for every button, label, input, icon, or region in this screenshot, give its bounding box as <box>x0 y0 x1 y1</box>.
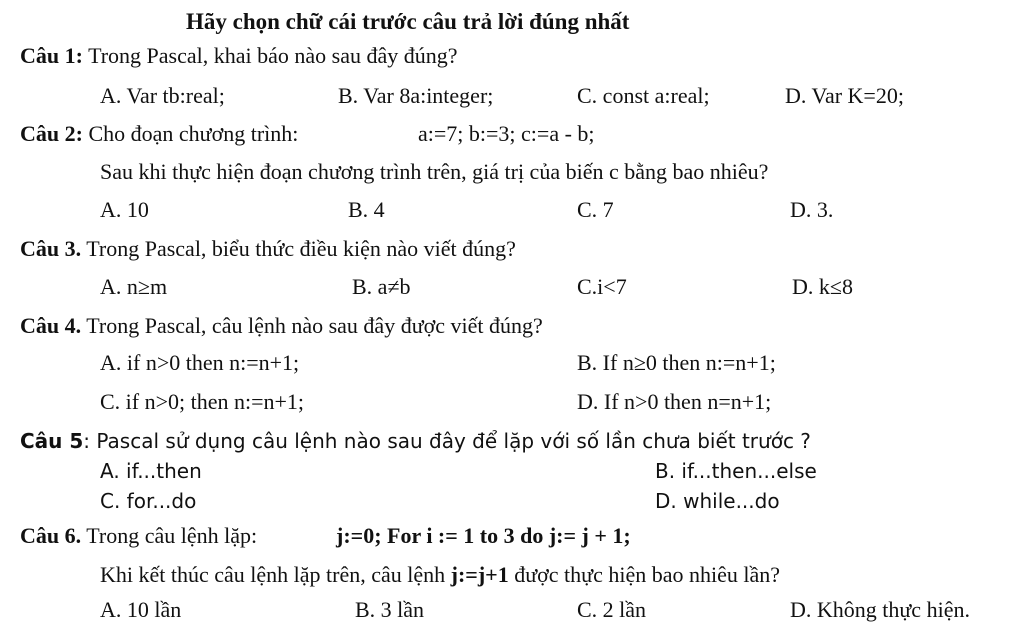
page-title: Hãy chọn chữ cái trước câu trả lời đúng nhất <box>186 9 630 34</box>
q1-option-d[interactable]: D. Var K=20; <box>785 83 904 108</box>
question-6 <box>20 522 257 550</box>
q4-option-a[interactable]: A. if n>0 then n:=n+1; <box>100 350 300 375</box>
question-1 <box>20 42 458 70</box>
question-4 <box>20 312 543 340</box>
q3-option-c[interactable]: C.i<7 <box>577 274 627 299</box>
question-6-text-2-post: được thực hiện bao nhiêu lần? <box>514 562 781 587</box>
question-6-label: Câu 6. <box>20 523 82 548</box>
question-2-text-2: Sau khi thực hiện đoạn chương trình trên, giá trị của biến c bằng bao nhiêu? <box>100 159 769 184</box>
q3-option-b[interactable]: B. a≠b <box>352 274 411 299</box>
question-2 <box>20 120 298 148</box>
q6-option-c[interactable]: C. 2 lần <box>577 597 647 622</box>
question-5 <box>20 427 811 455</box>
question-6-code: j:=0; For i := 1 to 3 do j:= j + 1; <box>336 523 631 548</box>
q1-option-a[interactable]: A. Var tb:real; <box>100 83 225 108</box>
q1-option-c[interactable]: C. const a:real; <box>577 83 710 108</box>
question-3-text: Trong Pascal, biểu thức điều kiện nào viết đúng? <box>86 236 516 261</box>
q2-option-a[interactable]: A. 10 <box>100 197 149 222</box>
q5-option-b[interactable]: B. if...then...else <box>655 459 817 483</box>
q1-option-b[interactable]: B. Var 8a:integer; <box>338 83 494 108</box>
question-3-label: Câu 3. <box>20 236 82 261</box>
q6-option-b[interactable]: B. 3 lần <box>355 597 425 622</box>
question-6-text-2-pre: Khi kết thúc câu lệnh lặp trên, câu lệnh <box>100 562 446 587</box>
q2-option-b[interactable]: B. 4 <box>348 197 385 222</box>
q3-option-d[interactable]: D. k≤8 <box>792 274 853 299</box>
question-6-text-2 <box>100 561 780 589</box>
question-1-label: Câu 1: <box>20 43 83 68</box>
q4-option-c[interactable]: C. if n>0; then n:=n+1; <box>100 389 305 414</box>
question-2-code: a:=7; b:=3; c:=a - b; <box>418 121 595 146</box>
q6-option-a[interactable]: A. 10 lần <box>100 597 182 622</box>
question-5-label: Câu 5 <box>20 429 84 453</box>
question-4-label: Câu 4. <box>20 313 82 338</box>
q4-option-d[interactable]: D. If n>0 then n=n+1; <box>577 389 772 414</box>
q2-option-c[interactable]: C. 7 <box>577 197 614 222</box>
q3-option-a[interactable]: A. n≥m <box>100 274 168 299</box>
question-6-text-2-code: j:=j+1 <box>450 562 509 587</box>
question-3 <box>20 235 516 263</box>
question-6-text: Trong câu lệnh lặp: <box>86 523 258 548</box>
q6-option-d[interactable]: D. Không thực hiện. <box>790 597 970 622</box>
question-2-label: Câu 2: <box>20 121 83 146</box>
question-2-text: Cho đoạn chương trình: <box>88 121 299 146</box>
question-4-text: Trong Pascal, câu lệnh nào sau đây được viết đúng? <box>86 313 543 338</box>
question-5-text: : Pascal sử dụng câu lệnh nào sau đây để lặp với số lần chưa biết trước ? <box>83 429 811 453</box>
q5-option-d[interactable]: D. while...do <box>655 489 780 513</box>
q4-option-b[interactable]: B. If n≥0 then n:=n+1; <box>577 350 776 375</box>
q2-option-d[interactable]: D. 3. <box>790 197 834 222</box>
q5-option-a[interactable]: A. if...then <box>100 459 202 483</box>
q5-option-c[interactable]: C. for...do <box>100 489 197 513</box>
question-1-text: Trong Pascal, khai báo nào sau đây đúng? <box>88 43 458 68</box>
